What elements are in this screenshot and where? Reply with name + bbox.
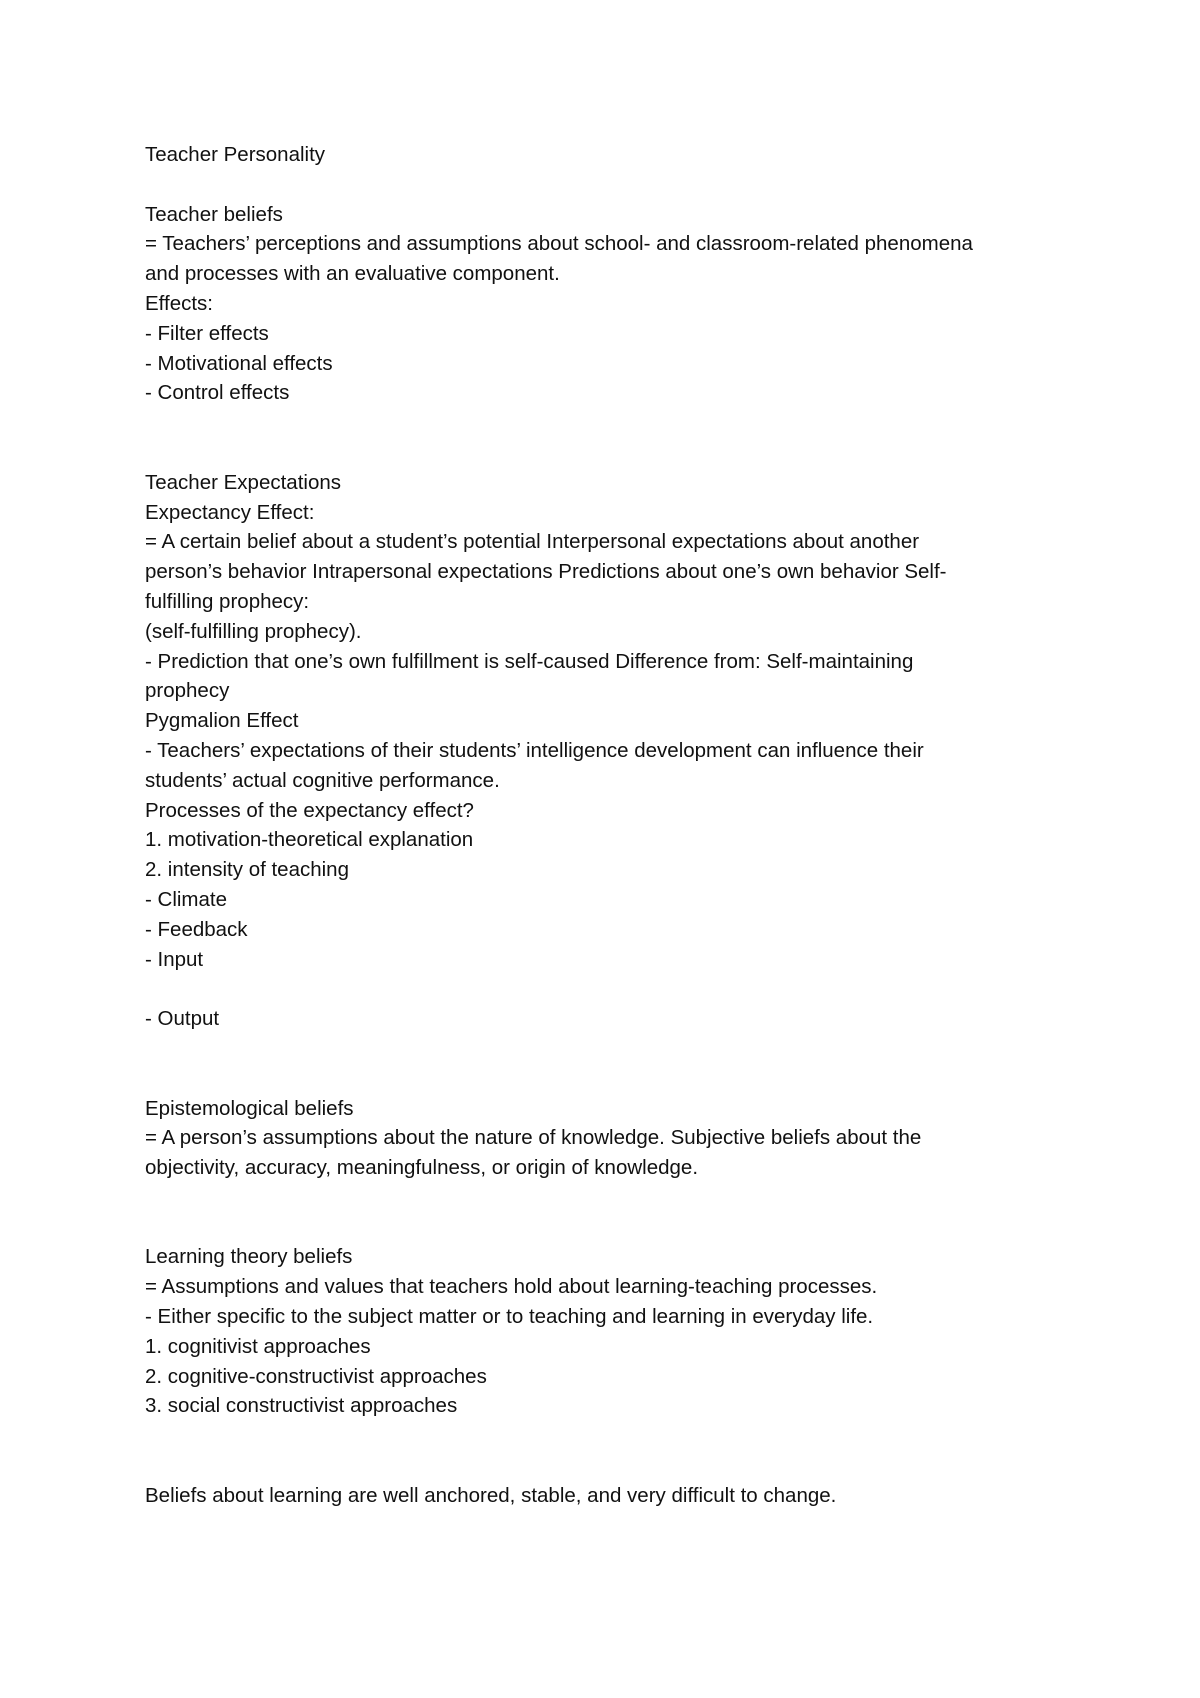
paragraph-line: fulfilling prophecy: [145, 589, 310, 613]
paragraph-line: = Assumptions and values that teachers hold about learning-teaching processes. [145, 1275, 878, 1299]
list-item: 1. cognitivist approaches [145, 1334, 371, 1358]
paragraph-line: = A person’s assumptions about the nature of knowledge. Subjective beliefs about the [145, 1126, 922, 1150]
document-title: Teacher Personality [145, 143, 326, 166]
paragraph-line: - Either specific to the subject matter or to teaching and learning in everyday life. [145, 1305, 874, 1329]
spacer [145, 974, 1075, 1004]
list-item: - Filter effects [145, 321, 269, 345]
section-heading-learning-theory-beliefs: Learning theory beliefs [145, 1245, 353, 1269]
list-item: - Climate [145, 887, 228, 911]
spacer [145, 170, 1075, 200]
document-page [145, 140, 1075, 1511]
section-learning-theory-beliefs [145, 1242, 1075, 1421]
paragraph-line: students’ actual cognitive performance. [145, 768, 500, 792]
subheading-processes: Processes of the expectancy effect? [145, 798, 474, 822]
list-item: 3. social constructivist approaches [145, 1394, 458, 1418]
list-item: - Feedback [145, 917, 248, 941]
section-teacher-expectations [145, 468, 1075, 1034]
paragraph-line: - Teachers’ expectations of their students’ intelligence development can influence their [145, 738, 924, 762]
list-item: - Output [145, 1007, 220, 1031]
section-heading-epistemological-beliefs: Epistemological beliefs [145, 1096, 354, 1120]
paragraph-line: = A certain belief about a student’s potential Interpersonal expectations about another [145, 530, 920, 554]
spacer [145, 1034, 1075, 1094]
paragraph-line: - Prediction that one’s own fulfillment is self-caused Difference from: Self-maintaining [145, 649, 914, 673]
list-item: - Input [145, 947, 204, 971]
paragraph-line: objectivity, accuracy, meaningfulness, or origin of knowledge. [145, 1156, 699, 1180]
paragraph-line: person’s behavior Intrapersonal expectations Predictions about one’s own behavior Self- [145, 560, 947, 584]
spacer [145, 1183, 1075, 1243]
list-item: 2. cognitive-constructivist approaches [145, 1364, 487, 1388]
expectancy-label: Expectancy Effect: [145, 500, 315, 524]
subheading-pygmalion-effect: Pygmalion Effect [145, 709, 299, 733]
conclusion-sentence: Beliefs about learning are well anchored, stable, and very difficult to change. [145, 1483, 837, 1507]
list-item: - Motivational effects [145, 351, 333, 375]
section-teacher-beliefs [145, 200, 1075, 409]
definition-line: and processes with an evaluative component. [145, 262, 560, 286]
spacer [145, 1421, 1075, 1481]
list-item: 2. intensity of teaching [145, 858, 349, 882]
list-item: 1. motivation-theoretical explanation [145, 828, 474, 852]
section-epistemological-beliefs [145, 1094, 1075, 1183]
paragraph-line: prophecy [145, 679, 230, 703]
spacer [145, 408, 1075, 468]
list-item: - Control effects [145, 381, 290, 405]
section-heading-teacher-beliefs: Teacher beliefs [145, 202, 283, 226]
paragraph-line: (self-fulfilling prophecy). [145, 619, 362, 643]
definition-line: = Teachers’ perceptions and assumptions about school- and classroom-related phenomena [145, 232, 973, 256]
effects-label: Effects: [145, 291, 213, 315]
section-heading-teacher-expectations: Teacher Expectations [145, 470, 342, 494]
